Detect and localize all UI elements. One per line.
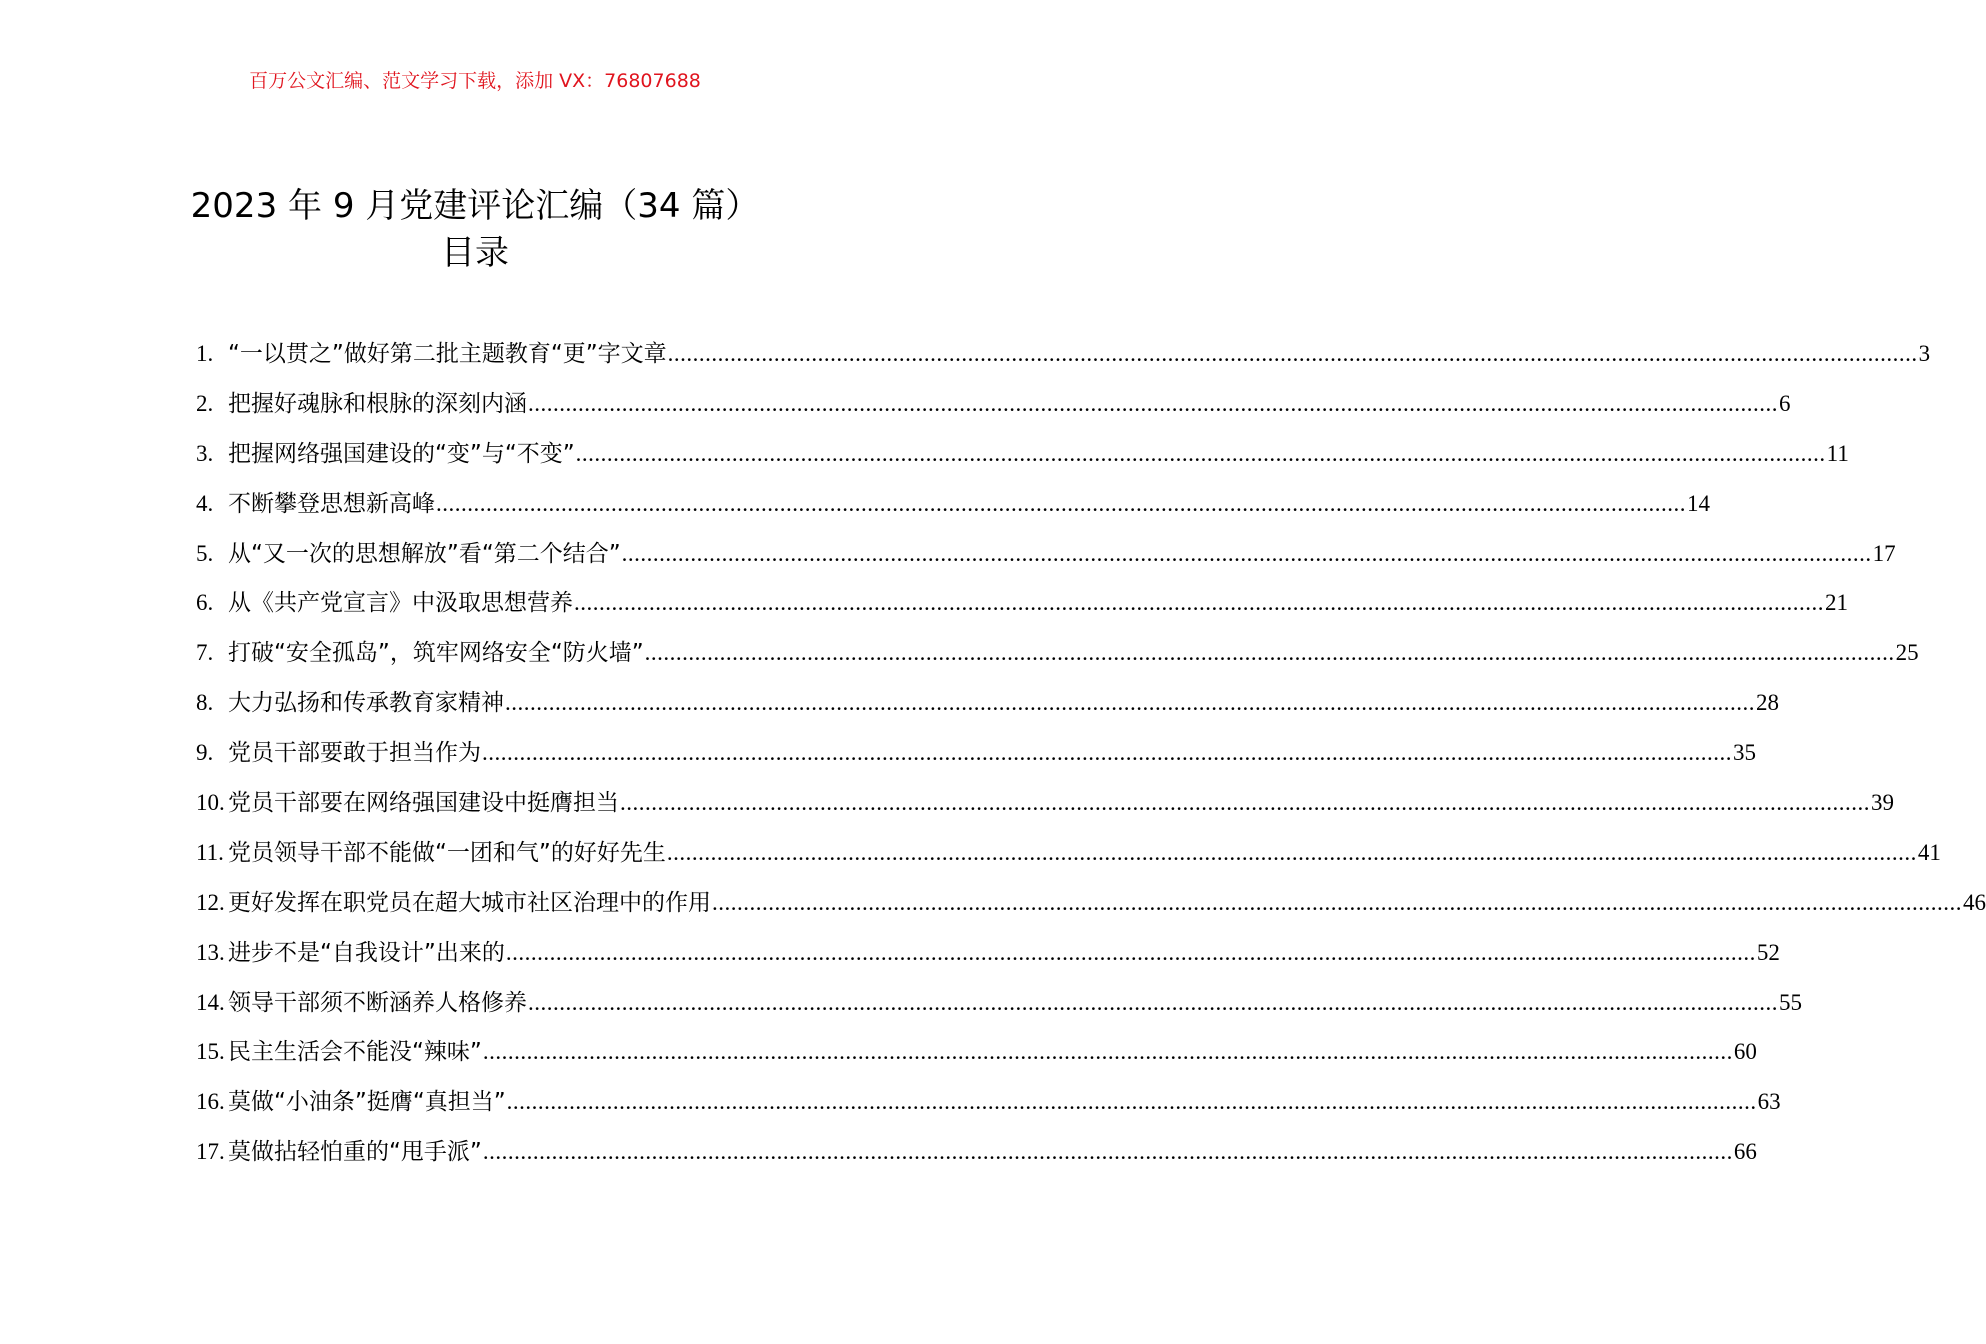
toc-entry-page: 35 <box>1733 740 1756 766</box>
toc-entry-title: 党员干部要敢于担当作为 <box>228 740 481 767</box>
toc-entry-title: 从“又一次的思想解放”看“第二个结合” <box>228 540 621 567</box>
toc-entry-number: 8. <box>196 690 214 716</box>
toc-entry-title: 不断攀登思想新高峰 <box>228 490 435 517</box>
toc-entry-number: 5. <box>196 540 214 566</box>
toc-entry-title: 莫做拈轻怕重的“甩手派” <box>228 1139 482 1166</box>
toc-dot-leader: ........................................................................................................................................................................................................ <box>436 490 1686 516</box>
toc-entry-page: 52 <box>1756 939 1780 965</box>
toc-dot-leader: ........................................................................................................................................................................................................ <box>574 590 1824 616</box>
toc-entry-page: 14 <box>1687 490 1710 516</box>
toc-dot-leader: ........................................................................................................................................................................................................ <box>528 989 1778 1015</box>
toc-entry-page: 6 <box>1779 390 1791 416</box>
toc-dot-leader: ........................................................................................................................................................................................................ <box>644 640 1895 666</box>
toc-entry-page: 3 <box>1918 341 1931 366</box>
toc-entry-title: 党员领导干部不能做“一团和气”的好好先生 <box>228 839 666 866</box>
toc-entry-number: 15. <box>196 1039 225 1065</box>
toc-entry-title: 领导干部须不断涵养人格修养 <box>228 989 527 1016</box>
toc-entry[interactable] <box>196 833 1941 883</box>
toc-entry[interactable] <box>196 633 1919 683</box>
document-title: 2023 年 9 月党建评论汇编（34 篇） <box>190 186 760 226</box>
toc-entry-title: 进步不是“自我设计”出来的 <box>228 939 505 966</box>
toc-entry[interactable] <box>196 783 1894 833</box>
toc-dot-leader: ........................................................................................................................................................................................................ <box>667 341 1918 366</box>
toc-entry[interactable] <box>196 484 1710 534</box>
toc-dot-leader: ........................................................................................................................................................................................................ <box>482 1039 1733 1065</box>
toc-entry-page: 17 <box>1872 540 1896 566</box>
toc-dot-leader: ........................................................................................................................................................................................................ <box>712 889 1962 915</box>
toc-dot-leader: ........................................................................................................................................................................................................ <box>505 939 1756 965</box>
toc-entry-page: 55 <box>1779 989 1802 1015</box>
toc-entry[interactable] <box>196 883 1986 933</box>
toc-entry-title: 把握网络强国建设的“变”与“不变” <box>228 440 575 467</box>
toc-entry-number: 12. <box>196 889 225 915</box>
toc-entry[interactable] <box>196 1032 1757 1082</box>
toc-entry-number: 13. <box>196 939 225 965</box>
toc-entry-number: 7. <box>196 640 214 666</box>
toc-entry[interactable] <box>196 334 1931 384</box>
toc-dot-leader: ........................................................................................................................................................................................................ <box>482 740 1732 766</box>
toc-entry-page: 11 <box>1826 440 1849 466</box>
toc-entry-title: 大力弘扬和传承教育家精神 <box>228 690 504 717</box>
toc-dot-leader: ........................................................................................................................................................................................................ <box>666 839 1917 865</box>
toc-entry[interactable] <box>196 534 1896 584</box>
toc-dot-leader: ........................................................................................................................................................................................................ <box>575 440 1826 466</box>
toc-entry-page: 28 <box>1756 690 1779 716</box>
toc-entry-title: 民主生活会不能没“辣味” <box>228 1039 482 1066</box>
toc-entry-page: 21 <box>1825 590 1848 616</box>
toc-entry-title: 把握好魂脉和根脉的深刻内涵 <box>228 390 527 417</box>
toc-entry[interactable] <box>196 384 1791 434</box>
toc-entry[interactable] <box>196 1082 1781 1132</box>
toc-entry-title: 从《共产党宣言》中汲取思想营养 <box>228 590 573 617</box>
toc-entry-number: 2. <box>196 390 214 416</box>
toc-entry[interactable] <box>196 733 1756 783</box>
toc-entry-title: 党员干部要在网络强国建设中挺膺担当 <box>228 790 619 817</box>
toc-entry-page: 63 <box>1757 1089 1781 1115</box>
toc-entry-page: 66 <box>1733 1139 1757 1165</box>
toc-entry[interactable] <box>196 1132 1757 1182</box>
toc-entry-number: 3. <box>196 440 214 466</box>
toc-entry-page: 41 <box>1917 839 1941 865</box>
toc-entry-page: 60 <box>1733 1039 1757 1065</box>
toc-entry[interactable] <box>196 434 1849 484</box>
toc-entry-title: 莫做“小油条”挺膺“真担当” <box>228 1089 506 1116</box>
header-note: 百万公文汇编、范文学习下载，添加 VX：76807688 <box>249 70 701 92</box>
toc-entry-number: 14. <box>196 989 225 1015</box>
toc-entry[interactable] <box>196 933 1780 983</box>
toc-dot-leader: ........................................................................................................................................................................................................ <box>528 390 1778 416</box>
toc-dot-leader: ........................................................................................................................................................................................................ <box>506 1089 1757 1115</box>
toc-entry-number: 4. <box>196 490 214 516</box>
toc-entry-number: 11. <box>196 839 224 865</box>
toc-entry-number: 9. <box>196 740 214 766</box>
toc-entry-title: “一以贯之”做好第二批主题教育“更”字文章 <box>228 341 667 367</box>
toc-entry[interactable] <box>196 983 1802 1033</box>
toc-dot-leader: ........................................................................................................................................................................................................ <box>505 690 1755 716</box>
toc-entry[interactable] <box>196 683 1779 733</box>
toc-entry-number: 17. <box>196 1139 225 1165</box>
toc-entry-number: 16. <box>196 1089 225 1115</box>
toc-entry-title: 更好发挥在职党员在超大城市社区治理中的作用 <box>228 889 711 916</box>
table-of-contents <box>196 334 1986 1182</box>
document-subtitle: 目录 <box>441 233 509 273</box>
toc-entry-number: 10. <box>196 790 225 816</box>
toc-dot-leader: ........................................................................................................................................................................................................ <box>482 1139 1733 1165</box>
toc-entry-page: 46 <box>1963 889 1986 915</box>
toc-entry-page: 25 <box>1895 640 1919 666</box>
toc-entry-title: 打破“安全孤岛”，筑牢网络安全“防火墙” <box>228 640 644 667</box>
toc-entry-page: 39 <box>1871 790 1894 816</box>
toc-dot-leader: ........................................................................................................................................................................................................ <box>621 540 1872 566</box>
toc-entry-number: 1. <box>196 341 214 366</box>
toc-entry-number: 6. <box>196 590 214 616</box>
toc-entry[interactable] <box>196 583 1848 633</box>
toc-dot-leader: ........................................................................................................................................................................................................ <box>620 790 1870 816</box>
